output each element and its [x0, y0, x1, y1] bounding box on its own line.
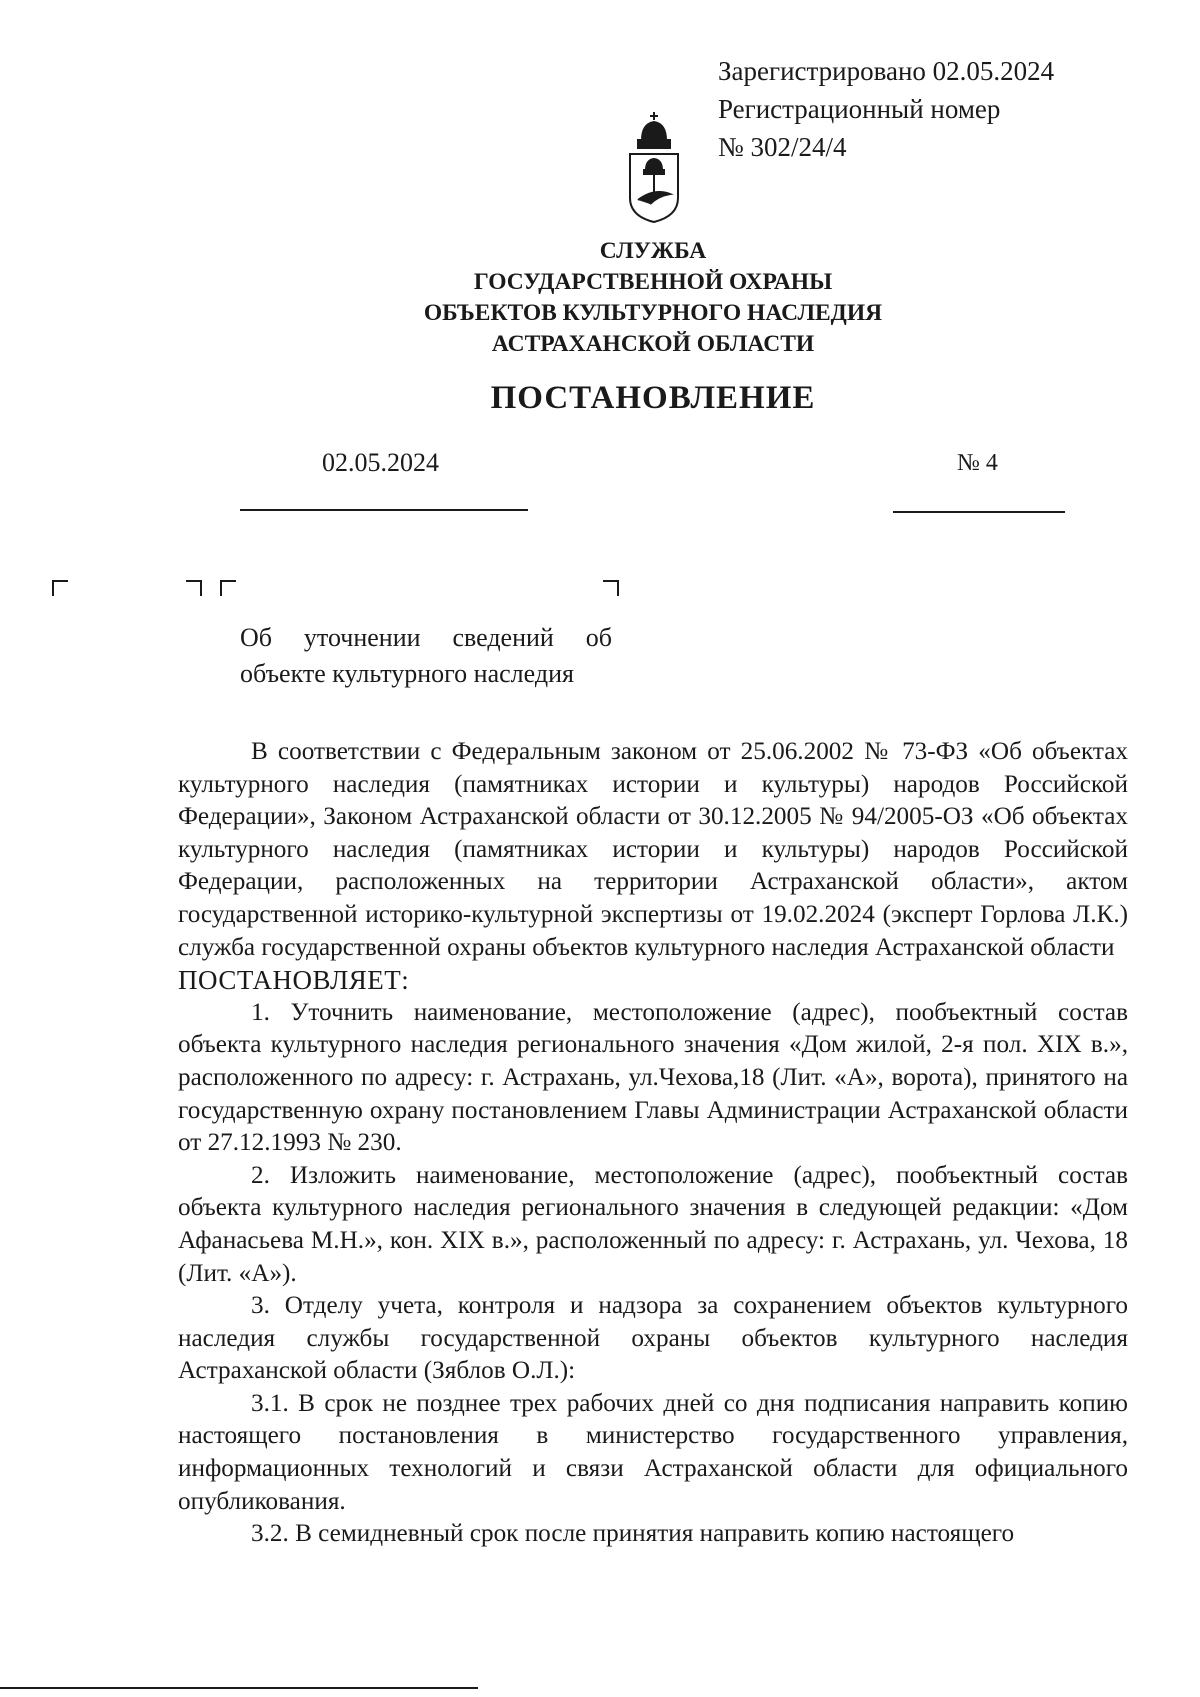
- document-date: 02.05.2024: [322, 448, 439, 477]
- date-underline: [240, 509, 528, 511]
- clause-1: 1. Уточнить наименование, местоположение (адрес), пообъектный состав объекта культурного наследия регионального значения «Дом жилой, 2-я пол. XIX в.», расположенного по адресу: г. Астрахань, ул.Чехова,18 (Лит. «А», ворота), принятого на государственную охрану постановлением Главы Администрации Астраханской области от 27.12.1993 № 230.: [178, 998, 1128, 1157]
- astrakhan-coat-of-arms-icon: [624, 110, 684, 225]
- clause-3: 3. Отделу учета, контроля и надзора за сохранением объектов культурного наследия службы государственной охраны объектов культурного наследия Астраханской области (Зяблов О.Л.):: [178, 1292, 1128, 1385]
- preamble-paragraph: В соответствии с Федеральным законом от 25.06.2002 № 73-ФЗ «Об объектах культурного наследия (памятниках истории и культуры) народов Российской Федерации», Законом Астраханской области от 30.12.2005 № 94/2005-ОЗ «Об объектах культурного наследия (памятниках истории и культуры) народов Российской Федерации, расположенных на территории Астраханской области», актом государственной историко-культурной экспертизы от 19.02.2024 (эксперт Горлова Л.К.) служба государственной охраны объектов культурного наследия Астраханской области: [178, 738, 1128, 961]
- registration-stamp: [718, 52, 1054, 166]
- corner-mark-mid-right: [186, 580, 202, 596]
- organization-name: [0, 236, 1200, 360]
- corner-mark-top-right: [603, 580, 619, 596]
- page-bottom-rule: [0, 1687, 478, 1689]
- subject-line-2: объекте культурного наследия: [240, 659, 574, 688]
- corner-mark-top-left: [52, 580, 68, 596]
- clause-3-2: 3.2. В семидневный срок после принятия направить копию настоящего: [251, 1520, 1015, 1548]
- number-underline: [893, 511, 1065, 513]
- clause-3-1: 3.1. В срок не позднее трех рабочих дней со дня подписания направить копию настоящего постановления в министерство государственного управления, информационных технологий и связи Астраханской области для официального опубликования.: [178, 1389, 1128, 1515]
- corner-mark-mid-left: [220, 580, 236, 596]
- document-number: № 4: [957, 450, 998, 476]
- document-subject: [240, 620, 612, 692]
- document-body: [178, 736, 1128, 1551]
- organization-line-3: ОБЪЕКТОВ КУЛЬТУРНОГО НАСЛЕДИЯ: [423, 300, 883, 326]
- clause-2: 2. Изложить наименование, местоположение (адрес), пообъектный состав объекта культурного наследия регионального значения в следующей редакции: «Дом Афанасьева М.Н.», кон. XIX в.», расположенный по адресу: г. Астрахань, ул. Чехова, 18 (Лит. «А»).: [178, 1161, 1128, 1287]
- resolves-heading: ПОСТАНОВЛЯЕТ:: [178, 965, 410, 996]
- registration-label: Регистрационный номер: [718, 94, 1001, 124]
- registration-number: № 302/24/4: [718, 132, 847, 162]
- organization-line-2: ГОСУДАРСТВЕННОЙ ОХРАНЫ: [473, 269, 833, 295]
- document-title: ПОСТАНОВЛЕНИЕ: [490, 380, 816, 416]
- registration-date: Зарегистрировано 02.05.2024: [718, 56, 1055, 86]
- subject-line-1: Об уточнении сведений об: [240, 623, 612, 652]
- organization-line-4: АСТРАХАНСКОЙ ОБЛАСТИ: [491, 331, 815, 357]
- organization-line-1: СЛУЖБА: [599, 238, 707, 264]
